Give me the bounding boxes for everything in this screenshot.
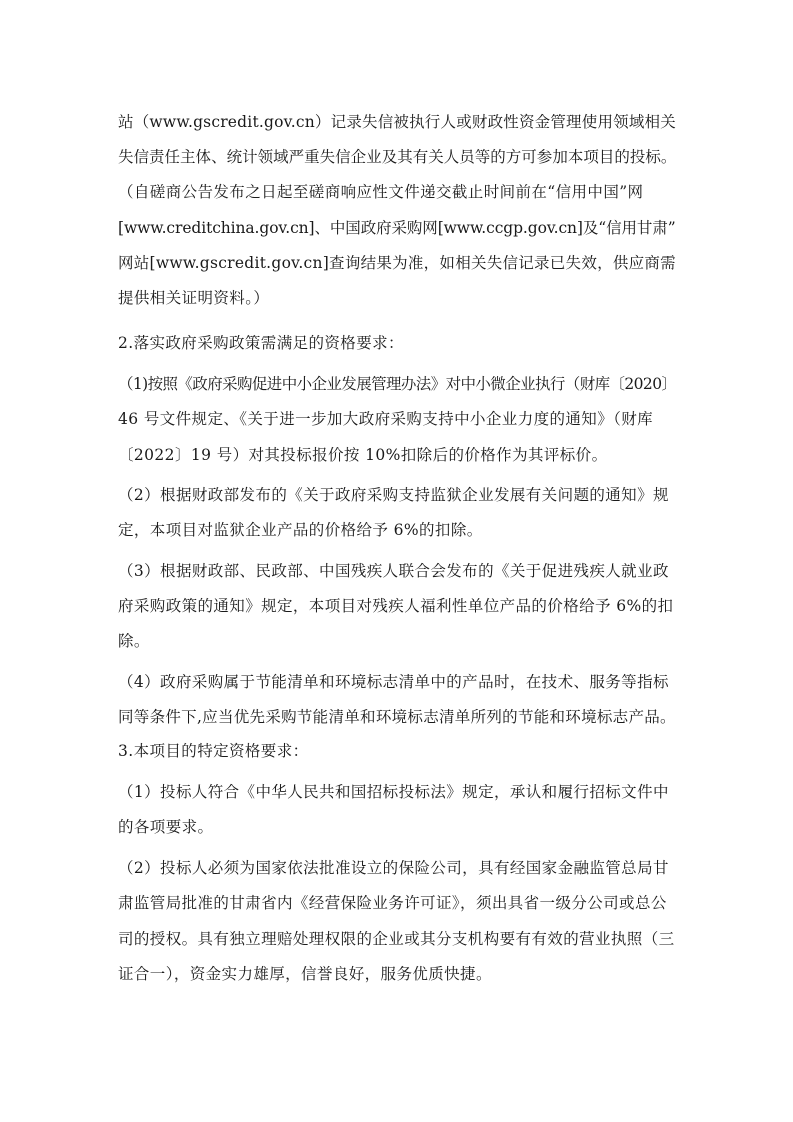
text-line: （3）根据财政部、民政部、中国残疾人联合会发布的《关于促进残疾人就业政 <box>118 562 669 580</box>
text-line: 同等条件下,应当优先采购节能清单和环境标志清单所列的节能和环境标志产品。 <box>118 708 676 726</box>
text-line: 失信责任主体、统计领域严重失信企业及其有关人员等的方可参加本项目的投标。 <box>118 148 677 166</box>
text-line: （2）投标人必须为国家依法批准设立的保险公司，具有经国家金融监管总局甘 <box>118 859 669 877</box>
text-line: 除。 <box>118 632 150 650</box>
text-line: 〔2022〕19 号）对其投标报价按 10%扣除后的价格作为其评标价。 <box>118 446 608 464</box>
text-line: 定，本项目对监狱企业产品的价格给予 6%的扣除。 <box>118 521 483 539</box>
section-heading: 2.落实政府采购政策需满足的资格要求： <box>118 334 404 352</box>
text-line: 府采购政策的通知》规定，本项目对残疾人福利性单位产品的价格给予 6%的扣 <box>118 597 674 615</box>
text-line: 肃监管局批准的甘肃省内《经营保险业务许可证》，须出具省一级分公司或总公 <box>118 894 667 912</box>
text-line: [www.creditchina.gov.cn]、中国政府采购网[www.ccgp.gov.cn]及“信用甘肃” <box>118 219 676 237</box>
text-line: （4）政府采购属于节能清单和环境标志清单中的产品时，在技术、服务等指标 <box>118 673 669 691</box>
text-line: 司的授权。具有独立理赔处理权限的企业或其分支机构要有有效的营业执照（三 <box>118 930 675 948</box>
text-line: 提供相关证明资料。） <box>118 289 270 307</box>
text-line: （1）投标人符合《中华人民共和国招标投标法》规定，承认和履行招标文件中 <box>118 783 669 801</box>
text-line: 证合一），资金实力雄厚，信誉良好，服务优质快捷。 <box>118 965 492 983</box>
text-line: 46 号文件规定、《关于进一步加大政府采购支持中小企业力度的通知》（财库 <box>118 410 654 428</box>
text-line: 网站[www.gscredit.gov.cn]查询结果为准，如相关失信记录已失效，供应商需 <box>118 254 676 272</box>
text-line: （自磋商公告发布之日起至磋商响应性文件递交截止时间前在“信用中国”网 <box>118 183 644 201</box>
text-line: 站（www.gscredit.gov.cn）记录失信被执行人或财政性资金管理使用领域相关 <box>118 113 676 131</box>
text-line: （1)按照《政府采购促进中小企业发展管理办法》对中小微企业执行（财库〔2020〕 <box>118 375 677 393</box>
text-line: （2）根据财政部发布的《关于政府采购支持监狱企业发展有关问题的通知》规 <box>118 486 669 504</box>
text-line: 的各项要求。 <box>118 818 214 836</box>
section-heading: 3.本项目的特定资格要求： <box>118 742 309 760</box>
